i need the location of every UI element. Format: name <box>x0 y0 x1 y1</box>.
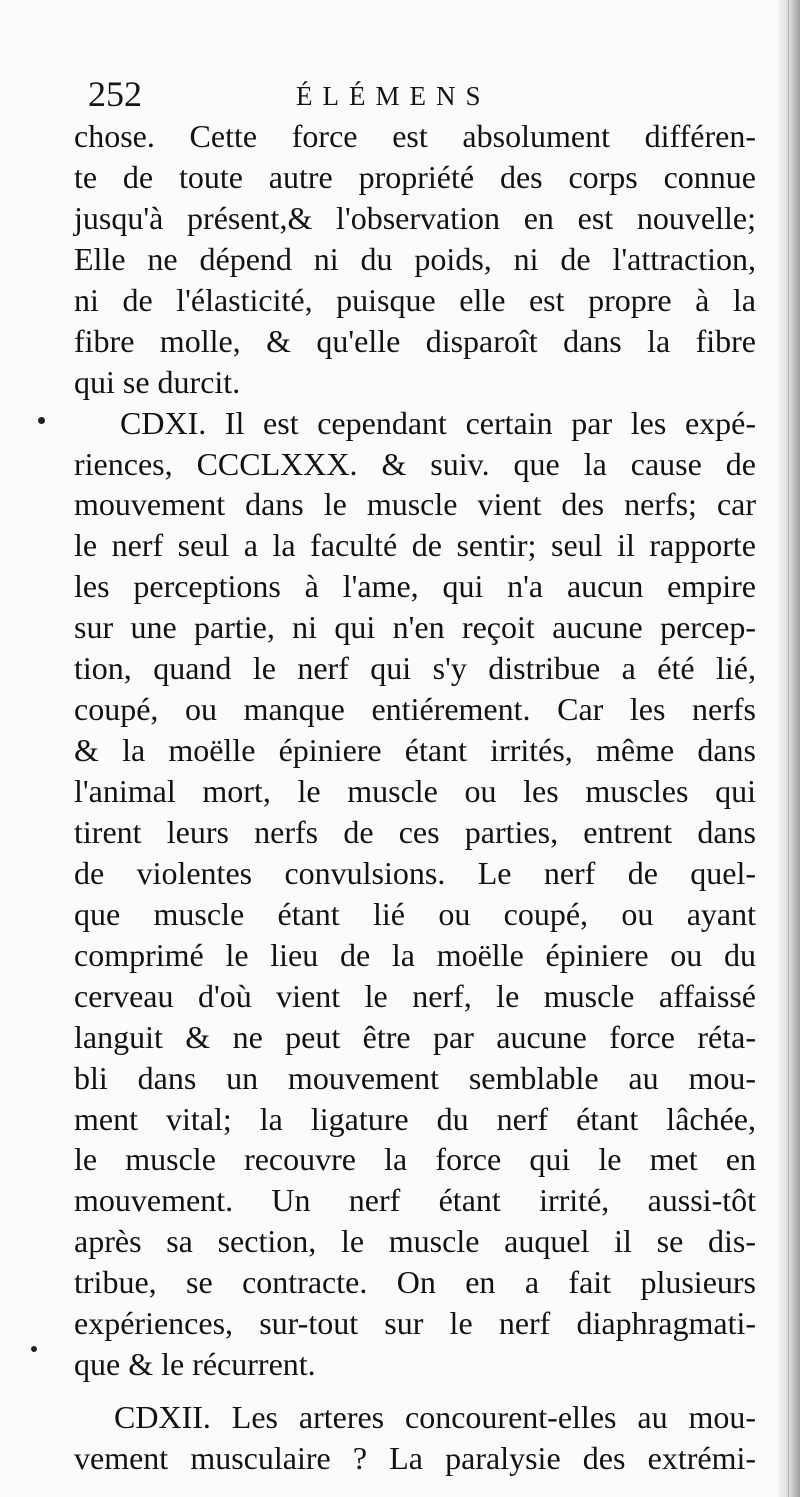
text-line: & la moëlle épiniere étant irrités, même dans <box>74 732 756 769</box>
text-line: mouvement. Un nerf étant irrité, aussi-tôt <box>74 1182 756 1219</box>
paragraph-1 <box>74 116 756 403</box>
text-line: mouvement dans le muscle vient des nerfs; car <box>74 486 756 523</box>
text-line: coupé, ou manque entiérement. Car les nerfs <box>74 691 756 728</box>
text-line: bli dans un mouvement semblable au mou- <box>74 1059 756 1096</box>
text-line: le nerf seul a la faculté de sentir; seul il rapporte <box>74 527 756 564</box>
text-line: expériences, sur-tout sur le nerf diaphragmati- <box>74 1305 756 1342</box>
text-line: qui se durcit. <box>74 363 241 400</box>
text-line: les perceptions à l'ame, qui n'a aucun empire <box>74 568 756 605</box>
text-line: riences, CCCLXXX. & suiv. que la cause de <box>74 445 756 482</box>
text-line: l'animal mort, le muscle ou les muscles qui <box>74 773 756 809</box>
text-line: Elle ne dépend ni du poids, ni de l'attraction, <box>74 240 756 277</box>
text-line: le muscle recouvre la force qui le met en <box>74 1141 756 1178</box>
text-line: tribue, se contracte. On en a fait plusieurs <box>74 1264 756 1301</box>
page-edge-shadow <box>778 0 800 1497</box>
paragraph-gap <box>74 1385 756 1397</box>
text-line: CDXI. Il est cependant certain par les expé- <box>120 404 756 441</box>
text-line: languit & ne peut être par aucune force réta- <box>74 1018 756 1055</box>
body-text <box>74 116 756 1479</box>
text-line: cerveau d'où vient le nerf, le muscle affaissé <box>74 977 756 1014</box>
page-number: 252 <box>88 74 142 114</box>
text-line: que muscle étant lié ou coupé, ou ayant <box>74 895 756 932</box>
text-line: CDXII. Les arteres concourent-elles au mou- <box>114 1399 756 1436</box>
text-line: ment vital; la ligature du nerf étant lâchée, <box>74 1100 756 1137</box>
text-line: tion, quand le nerf qui s'y distribue a été lié, <box>74 650 756 687</box>
running-head: ÉLÉMENS <box>296 81 491 111</box>
text-line: de violentes convulsions. Le nerf de quel- <box>74 854 756 891</box>
margin-mark <box>38 417 45 424</box>
text-line: chose. Cette force est absolument différen- <box>74 118 756 154</box>
text-line: comprimé le lieu de la moëlle épiniere ou du <box>74 936 756 973</box>
text-line: vement musculaire ? La paralysie des extrémi- <box>74 1440 756 1476</box>
text-line: ni de l'élasticité, puisque elle est propre à la <box>74 281 756 318</box>
paragraph-2 <box>74 403 756 1386</box>
text-line: te de toute autre propriété des corps connue <box>74 158 756 195</box>
margin-mark <box>31 1346 37 1352</box>
text-line: sur une partie, ni qui n'en reçoit aucune percep- <box>74 609 756 646</box>
text-line: tirent leurs nerfs de ces parties, entrent dans <box>74 813 756 850</box>
text-line: jusqu'à présent,& l'observation en est nouvelle; <box>74 199 756 236</box>
text-line: que & le récurrent. <box>74 1346 316 1383</box>
page-header <box>88 74 558 118</box>
text-line: fibre molle, & qu'elle disparoît dans la fibre <box>74 322 756 359</box>
paragraph-3 <box>74 1397 756 1479</box>
text-line: après sa section, le muscle auquel il se dis- <box>74 1223 756 1260</box>
